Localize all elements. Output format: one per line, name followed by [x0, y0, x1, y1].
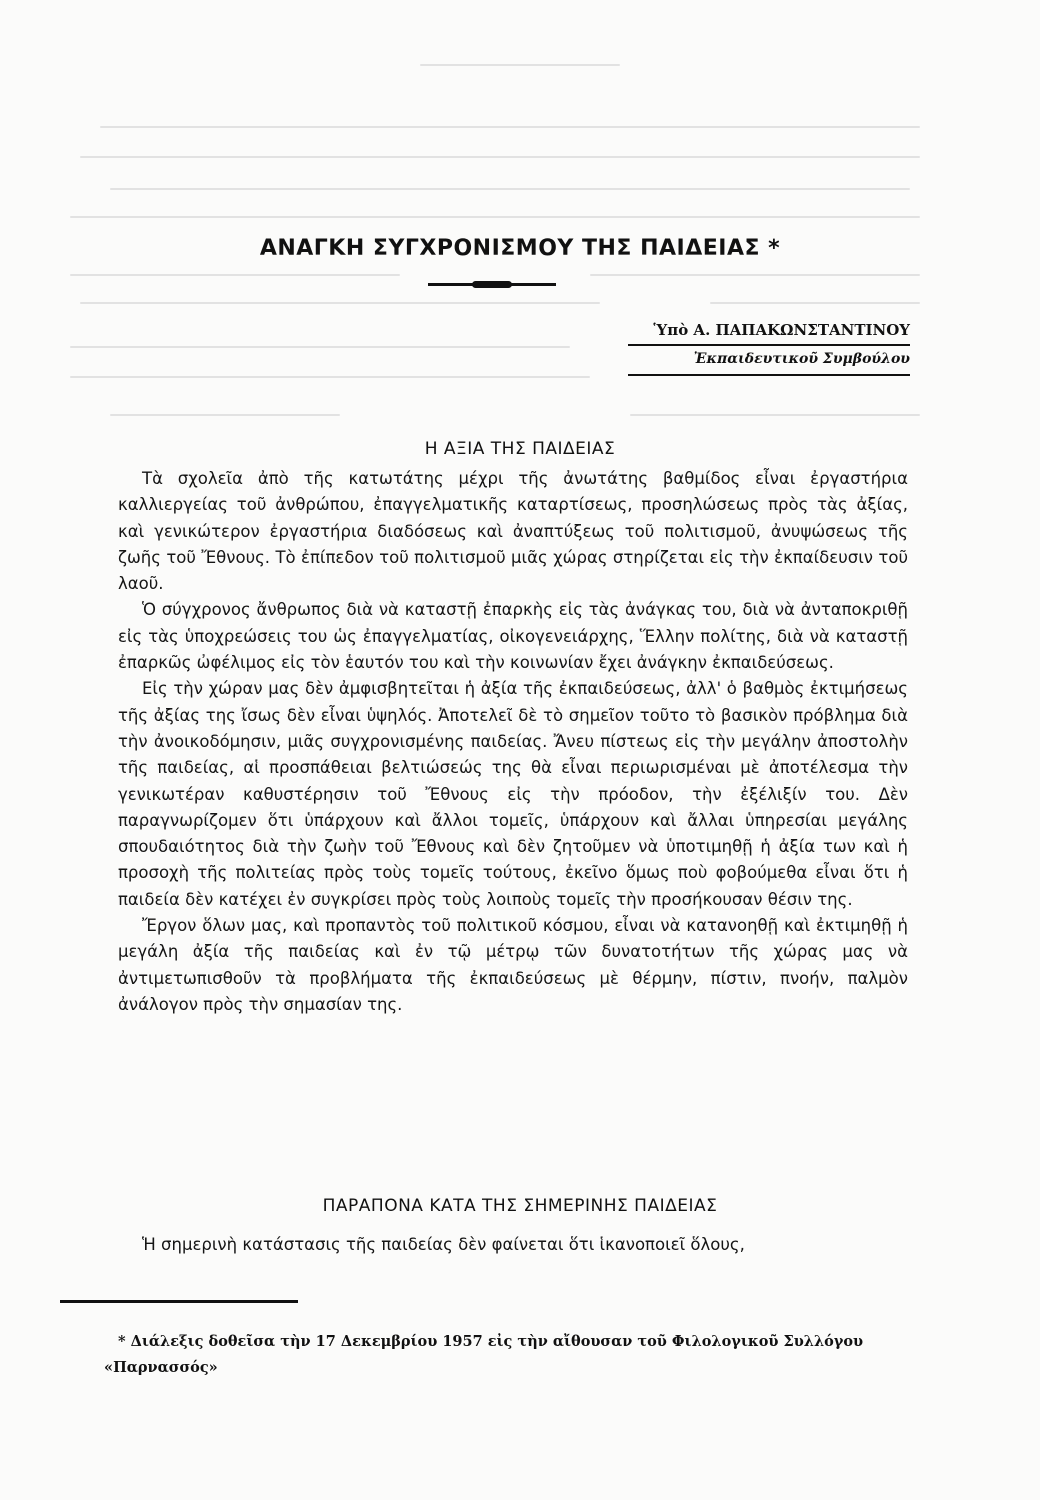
footnote-separator — [60, 1300, 298, 1303]
bleed-through-line — [70, 296, 950, 310]
author-role-underline — [628, 374, 910, 376]
section-heading-complaints: ΠΑΡΑΠΟΝΑ ΚΑΤΑ ΤΗΣ ΣΗΜΕΡΙΝΗΣ ΠΑΙΔΕΙΑΣ — [322, 1196, 718, 1216]
section-heading-value-of-education: Η ΑΞΙΑ ΤΗΣ ΠΑΙΔΕΙΑΣ — [424, 439, 616, 459]
paragraph: Ἡ σημερινὴ κατάστασις τῆς παιδείας δὲν φαίνεται ὅτι ἱκανοποιεῖ ὅλους, — [142, 1235, 745, 1254]
author-byline: Ὑπὸ Α. ΠΑΠΑΚΩΝΣΤΑΝΤΙΝΟΥ — [653, 321, 910, 339]
title-underline-ornament — [428, 283, 556, 286]
bleed-through-line — [70, 182, 950, 196]
footnote: * Διάλεξις δοθεῖσα τὴν 17 Δεκεμβρίου 1957 εἰς τὴν αἴθουσαν τοῦ Φιλολογικοῦ Συλλόγου «Παρνασσός» — [104, 1333, 864, 1376]
paragraph: Ὁ σύγχρονος ἄνθρωπος διὰ νὰ καταστῇ ἐπαρκὴς εἰς τὰς ἀνάγκας του, διὰ νὰ ἀνταποκριθῇ εἰς τὰς ὑποχρεώσεις του ὡς ἐπαγγελματίας, οἰκογενειάρχης, Ἕλλην πολίτης, διὰ νὰ καταστῇ ἐπαρκῶς ὠφέλιμος εἰς τὸν ἑαυτόν του καὶ τὴν κοινωνίαν ἔχει ἀνάγκην ἐκπαιδεύσεως. — [118, 600, 908, 673]
bleed-through-line — [70, 120, 950, 134]
section-body-value-of-education — [118, 466, 908, 1018]
paragraph: Εἰς τὴν χώραν μας δὲν ἀμφισβητεῖται ἡ ἀξία τῆς ἐκπαιδεύσεως, ἀλλ' ὁ βαθμὸς ἐκτιμήσεως τῆς ἀξίας της ἴσως δὲν εἶναι ὑψηλός. Ἀποτελεῖ δὲ τὸ σημεῖον τοῦτο τὸ βασικὸν πρόβλημα διὰ τὴν ἀνοικοδόμησιν, μιᾶς συγχρονισμένης παιδείας. Ἄνευ πίστεως εἰς τὴν μεγάλην ἀποστολὴν τῆς παιδείας, αἱ προσπάθειαι βελτιώσεώς της θὰ εἶναι περιωρισμέναι μὲ ἀποτέλεσμα τὴν γενικωτέραν καθυστέρησιν τοῦ Ἔθνους εἰς τὴν πρόοδον, τὴν ἐξέλιξίν του. Δὲν παραγνωρίζομεν ὅτι ὑπάρχουν καὶ ἄλλοι τομεῖς, ὑπάρχουν καὶ ἄλλαι ὑπηρεσίαι μεγάλης σπουδαιότητος διὰ τὴν ζωὴν τοῦ Ἔθνους καὶ δὲν ζητοῦμεν νὰ ὑποτιμηθῇ ἡ ἀξία των καὶ ἡ προσοχὴ τῆς πολιτείας πρὸς τοὺς τομεῖς τούτους, ἐκεῖνο ὅμως ποὺ φοβούμεθα εἶναι ὅτι ἡ παιδεία δὲν κατέχει ἐν συγκρίσει πρὸς τοὺς λοιποὺς τομεῖς τὴν προσήκουσαν θέσιν της. — [118, 679, 908, 909]
bleed-through-line — [70, 210, 950, 224]
author-role: Ἐκπαιδευτικοῦ Συμβούλου — [693, 351, 910, 367]
bleed-through-line — [70, 150, 950, 164]
section-body-complaints — [118, 1232, 908, 1258]
bleed-through-line — [70, 408, 950, 422]
bleed-through-line — [70, 370, 950, 384]
document-title: ΑΝΑΓΚΗ ΣΥΓΧΡΟΝΙΣΜΟΥ ΤΗΣ ΠΑΙΔΕΙΑΣ * — [259, 236, 781, 261]
author-underline — [628, 344, 910, 346]
paragraph: Τὰ σχολεῖα ἀπὸ τῆς κατωτάτης μέχρι τῆς ἀνωτάτης βαθμίδος εἶναι ἐργαστήρια καλλιεργείας τοῦ ἀνθρώπου, ἐπαγγελματικῆς καταρτίσεως, προσηλώσεως πρὸς τὰς ἀξίας, καὶ γενικώτερον ἐργαστήρια διαδόσεως καὶ ἀναπτύξεως τοῦ πολιτισμοῦ, ἀνυψώσεως τῆς ζωῆς τοῦ Ἔθνους. Τὸ ἐπίπεδον τοῦ πολιτισμοῦ μιᾶς χώρας στηρίζεται εἰς τὴν ἐκπαίδευσιν τοῦ λαοῦ. — [118, 469, 908, 594]
paragraph: Ἔργον ὅλων μας, καὶ προπαντὸς τοῦ πολιτικοῦ κόσμου, εἶναι νὰ κατανοηθῇ καὶ ἐκτιμηθῇ ἡ μεγάλη ἀξία τῆς παιδείας καὶ ἐν τῷ μέτρῳ τῶν δυνατοτήτων τῆς χώρας μας νὰ ἀντιμετωπισθοῦν τὰ προβλήματα τῆς ἐκπαιδεύσεως μὲ θέρμην, πίστιν, πνοήν, παλμὸν ἀνάλογον πρὸς τὴν σημασίαν της. — [118, 916, 908, 1014]
bleed-through-line — [70, 268, 950, 282]
bleed-through-line — [70, 58, 950, 72]
